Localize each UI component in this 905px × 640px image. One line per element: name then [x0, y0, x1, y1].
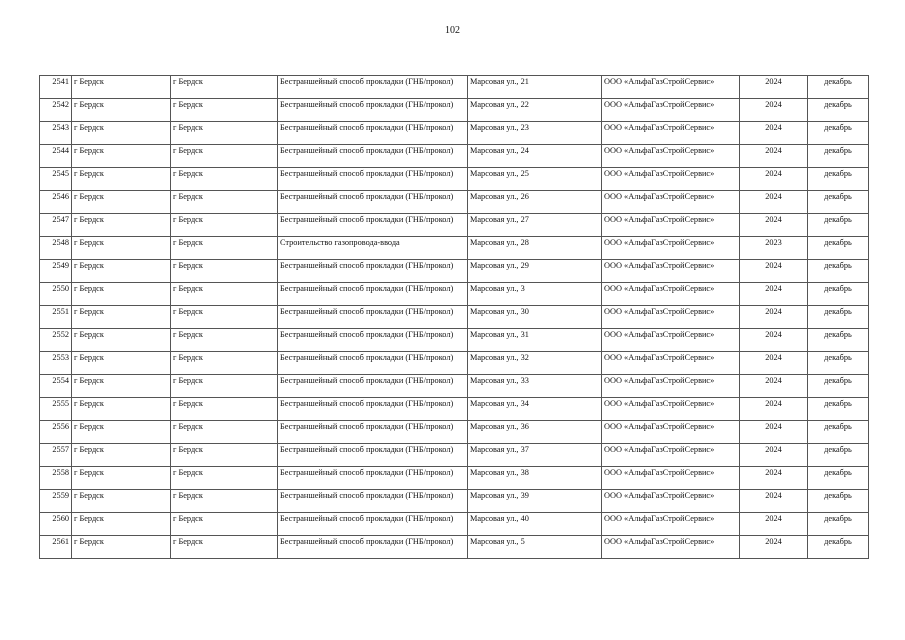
work-type-cell: Бестраншейный способ прокладки (ГНБ/прокол): [278, 467, 468, 490]
year-cell: 2024: [740, 76, 808, 99]
month-cell: декабрь: [808, 122, 869, 145]
district-cell: г Бердск: [72, 214, 171, 237]
address-cell: Марсовая ул., 24: [468, 145, 602, 168]
year-cell: 2024: [740, 191, 808, 214]
district-cell: г Бердск: [72, 283, 171, 306]
contractor-cell: ООО «АльфаГазСтройСервис»: [602, 467, 740, 490]
table-row: [40, 444, 869, 467]
month-cell: декабрь: [808, 168, 869, 191]
district-cell: г Бердск: [72, 536, 171, 559]
contractor-cell: ООО «АльфаГазСтройСервис»: [602, 237, 740, 260]
work-type-cell: Бестраншейный способ прокладки (ГНБ/прокол): [278, 329, 468, 352]
district-cell: г Бердск: [72, 490, 171, 513]
table-row: [40, 214, 869, 237]
table-row: [40, 490, 869, 513]
locality-cell: г Бердск: [171, 76, 278, 99]
month-cell: декабрь: [808, 191, 869, 214]
locality-cell: г Бердск: [171, 168, 278, 191]
year-cell: 2024: [740, 260, 808, 283]
month-cell: декабрь: [808, 513, 869, 536]
contractor-cell: ООО «АльфаГазСтройСервис»: [602, 329, 740, 352]
district-cell: г Бердск: [72, 306, 171, 329]
locality-cell: г Бердск: [171, 122, 278, 145]
row-number: 2559: [40, 490, 72, 513]
contractor-cell: ООО «АльфаГазСтройСервис»: [602, 421, 740, 444]
year-cell: 2024: [740, 444, 808, 467]
address-cell: Марсовая ул., 26: [468, 191, 602, 214]
work-type-cell: Бестраншейный способ прокладки (ГНБ/прокол): [278, 76, 468, 99]
year-cell: 2024: [740, 122, 808, 145]
year-cell: 2024: [740, 329, 808, 352]
locality-cell: г Бердск: [171, 99, 278, 122]
table-row: [40, 191, 869, 214]
contractor-cell: ООО «АльфаГазСтройСервис»: [602, 99, 740, 122]
year-cell: 2024: [740, 168, 808, 191]
row-number: 2543: [40, 122, 72, 145]
work-type-cell: Бестраншейный способ прокладки (ГНБ/прокол): [278, 283, 468, 306]
row-number: 2555: [40, 398, 72, 421]
month-cell: декабрь: [808, 214, 869, 237]
contractor-cell: ООО «АльфаГазСтройСервис»: [602, 490, 740, 513]
table-row: [40, 467, 869, 490]
contractor-cell: ООО «АльфаГазСтройСервис»: [602, 145, 740, 168]
work-type-cell: Бестраншейный способ прокладки (ГНБ/прокол): [278, 352, 468, 375]
address-cell: Марсовая ул., 39: [468, 490, 602, 513]
address-cell: Марсовая ул., 33: [468, 375, 602, 398]
district-cell: г Бердск: [72, 375, 171, 398]
year-cell: 2024: [740, 536, 808, 559]
table-row: [40, 352, 869, 375]
row-number: 2554: [40, 375, 72, 398]
locality-cell: г Бердск: [171, 536, 278, 559]
table-row: [40, 260, 869, 283]
district-cell: г Бердск: [72, 122, 171, 145]
table-row: [40, 237, 869, 260]
year-cell: 2024: [740, 421, 808, 444]
district-cell: г Бердск: [72, 237, 171, 260]
contractor-cell: ООО «АльфаГазСтройСервис»: [602, 352, 740, 375]
work-type-cell: Бестраншейный способ прокладки (ГНБ/прокол): [278, 513, 468, 536]
address-cell: Марсовая ул., 31: [468, 329, 602, 352]
district-cell: г Бердск: [72, 191, 171, 214]
locality-cell: г Бердск: [171, 444, 278, 467]
month-cell: декабрь: [808, 375, 869, 398]
locality-cell: г Бердск: [171, 283, 278, 306]
year-cell: 2024: [740, 283, 808, 306]
year-cell: 2024: [740, 214, 808, 237]
month-cell: декабрь: [808, 145, 869, 168]
page-number: 102: [445, 25, 460, 36]
table-row: [40, 375, 869, 398]
locality-cell: г Бердск: [171, 398, 278, 421]
address-cell: Марсовая ул., 29: [468, 260, 602, 283]
row-number: 2561: [40, 536, 72, 559]
month-cell: декабрь: [808, 99, 869, 122]
row-number: 2560: [40, 513, 72, 536]
row-number: 2549: [40, 260, 72, 283]
address-cell: Марсовая ул., 22: [468, 99, 602, 122]
row-number: 2548: [40, 237, 72, 260]
work-type-cell: Бестраншейный способ прокладки (ГНБ/прокол): [278, 398, 468, 421]
year-cell: 2024: [740, 467, 808, 490]
address-cell: Марсовая ул., 36: [468, 421, 602, 444]
table-row: [40, 513, 869, 536]
table-row: [40, 398, 869, 421]
locality-cell: г Бердск: [171, 191, 278, 214]
locality-cell: г Бердск: [171, 214, 278, 237]
locality-cell: г Бердск: [171, 490, 278, 513]
address-cell: Марсовая ул., 34: [468, 398, 602, 421]
month-cell: декабрь: [808, 237, 869, 260]
locality-cell: г Бердск: [171, 421, 278, 444]
locality-cell: г Бердск: [171, 306, 278, 329]
work-type-cell: Бестраншейный способ прокладки (ГНБ/прокол): [278, 490, 468, 513]
district-cell: г Бердск: [72, 329, 171, 352]
row-number: 2552: [40, 329, 72, 352]
locality-cell: г Бердск: [171, 145, 278, 168]
year-cell: 2024: [740, 99, 808, 122]
table-row: [40, 329, 869, 352]
table-row: [40, 536, 869, 559]
address-cell: Марсовая ул., 21: [468, 76, 602, 99]
month-cell: декабрь: [808, 398, 869, 421]
row-number: 2544: [40, 145, 72, 168]
work-type-cell: Бестраншейный способ прокладки (ГНБ/прокол): [278, 536, 468, 559]
work-type-cell: Бестраншейный способ прокладки (ГНБ/прокол): [278, 99, 468, 122]
row-number: 2558: [40, 467, 72, 490]
contractor-cell: ООО «АльфаГазСтройСервис»: [602, 536, 740, 559]
locality-cell: г Бердск: [171, 513, 278, 536]
locality-cell: г Бердск: [171, 375, 278, 398]
locality-cell: г Бердск: [171, 237, 278, 260]
address-cell: Марсовая ул., 40: [468, 513, 602, 536]
work-type-cell: Бестраншейный способ прокладки (ГНБ/прокол): [278, 145, 468, 168]
contractor-cell: ООО «АльфаГазСтройСервис»: [602, 214, 740, 237]
month-cell: декабрь: [808, 283, 869, 306]
year-cell: 2024: [740, 513, 808, 536]
district-cell: г Бердск: [72, 352, 171, 375]
table-row: [40, 122, 869, 145]
month-cell: декабрь: [808, 260, 869, 283]
district-cell: г Бердск: [72, 421, 171, 444]
district-cell: г Бердск: [72, 260, 171, 283]
contractor-cell: ООО «АльфаГазСтройСервис»: [602, 168, 740, 191]
month-cell: декабрь: [808, 352, 869, 375]
row-number: 2550: [40, 283, 72, 306]
month-cell: декабрь: [808, 306, 869, 329]
month-cell: декабрь: [808, 329, 869, 352]
table-row: [40, 145, 869, 168]
address-cell: Марсовая ул., 38: [468, 467, 602, 490]
row-number: 2556: [40, 421, 72, 444]
district-cell: г Бердск: [72, 76, 171, 99]
address-cell: Марсовая ул., 3: [468, 283, 602, 306]
year-cell: 2024: [740, 306, 808, 329]
contractor-cell: ООО «АльфаГазСтройСервис»: [602, 444, 740, 467]
district-cell: г Бердск: [72, 444, 171, 467]
work-type-cell: Бестраншейный способ прокладки (ГНБ/прокол): [278, 375, 468, 398]
address-cell: Марсовая ул., 25: [468, 168, 602, 191]
row-number: 2545: [40, 168, 72, 191]
table-row: [40, 168, 869, 191]
address-cell: Марсовая ул., 5: [468, 536, 602, 559]
row-number: 2541: [40, 76, 72, 99]
year-cell: 2023: [740, 237, 808, 260]
year-cell: 2024: [740, 490, 808, 513]
address-cell: Марсовая ул., 27: [468, 214, 602, 237]
row-number: 2557: [40, 444, 72, 467]
month-cell: декабрь: [808, 421, 869, 444]
district-cell: г Бердск: [72, 513, 171, 536]
table-body: [40, 76, 869, 559]
district-cell: г Бердск: [72, 99, 171, 122]
year-cell: 2024: [740, 145, 808, 168]
work-type-cell: Бестраншейный способ прокладки (ГНБ/прокол): [278, 168, 468, 191]
locality-cell: г Бердск: [171, 352, 278, 375]
district-cell: г Бердск: [72, 398, 171, 421]
contractor-cell: ООО «АльфаГазСтройСервис»: [602, 398, 740, 421]
work-type-cell: Строительство газопровода-ввода: [278, 237, 468, 260]
address-cell: Марсовая ул., 37: [468, 444, 602, 467]
address-cell: Марсовая ул., 30: [468, 306, 602, 329]
table-row: [40, 283, 869, 306]
table-row: [40, 421, 869, 444]
year-cell: 2024: [740, 398, 808, 421]
row-number: 2542: [40, 99, 72, 122]
month-cell: декабрь: [808, 536, 869, 559]
work-type-cell: Бестраншейный способ прокладки (ГНБ/прокол): [278, 444, 468, 467]
month-cell: декабрь: [808, 467, 869, 490]
year-cell: 2024: [740, 375, 808, 398]
row-number: 2547: [40, 214, 72, 237]
contractor-cell: ООО «АльфаГазСтройСервис»: [602, 260, 740, 283]
table-row: [40, 99, 869, 122]
work-type-cell: Бестраншейный способ прокладки (ГНБ/прокол): [278, 122, 468, 145]
address-cell: Марсовая ул., 28: [468, 237, 602, 260]
district-cell: г Бердск: [72, 145, 171, 168]
district-cell: г Бердск: [72, 467, 171, 490]
contractor-cell: ООО «АльфаГазСтройСервис»: [602, 513, 740, 536]
address-cell: Марсовая ул., 32: [468, 352, 602, 375]
contractor-cell: ООО «АльфаГазСтройСервис»: [602, 122, 740, 145]
work-type-cell: Бестраншейный способ прокладки (ГНБ/прокол): [278, 421, 468, 444]
contractor-cell: ООО «АльфаГазСтройСервис»: [602, 306, 740, 329]
locality-cell: г Бердск: [171, 467, 278, 490]
row-number: 2551: [40, 306, 72, 329]
address-cell: Марсовая ул., 23: [468, 122, 602, 145]
row-number: 2553: [40, 352, 72, 375]
month-cell: декабрь: [808, 490, 869, 513]
table-row: [40, 306, 869, 329]
contractor-cell: ООО «АльфаГазСтройСервис»: [602, 191, 740, 214]
locality-cell: г Бердск: [171, 329, 278, 352]
contractor-cell: ООО «АльфаГазСтройСервис»: [602, 76, 740, 99]
contractor-cell: ООО «АльфаГазСтройСервис»: [602, 283, 740, 306]
work-type-cell: Бестраншейный способ прокладки (ГНБ/прокол): [278, 214, 468, 237]
work-type-cell: Бестраншейный способ прокладки (ГНБ/прокол): [278, 191, 468, 214]
row-number: 2546: [40, 191, 72, 214]
locality-cell: г Бердск: [171, 260, 278, 283]
contractor-cell: ООО «АльфаГазСтройСервис»: [602, 375, 740, 398]
year-cell: 2024: [740, 352, 808, 375]
district-cell: г Бердск: [72, 168, 171, 191]
work-type-cell: Бестраншейный способ прокладки (ГНБ/прокол): [278, 306, 468, 329]
gasification-table: [39, 75, 869, 559]
work-type-cell: Бестраншейный способ прокладки (ГНБ/прокол): [278, 260, 468, 283]
month-cell: декабрь: [808, 76, 869, 99]
month-cell: декабрь: [808, 444, 869, 467]
table-row: [40, 76, 869, 99]
